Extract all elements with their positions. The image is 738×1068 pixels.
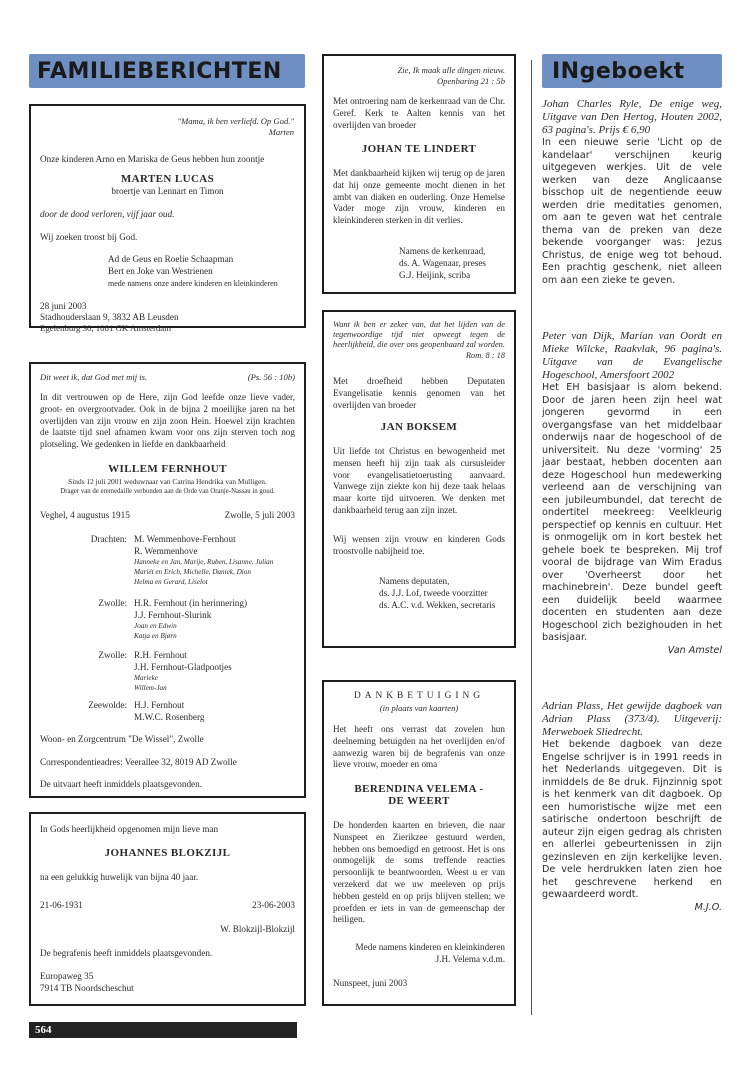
deceased-name-2: DE WEERT [388,795,450,807]
family-line: H.J. Fernhout [134,700,185,710]
signature-1: Namens deputaten, [379,576,450,586]
notice-johan-te-lindert [322,54,516,294]
quote-text: Zie, Ik maak alle dingen nieuw. [397,65,505,75]
died: Zwolle, 5 juli 2003 [224,510,295,520]
column-divider [531,60,532,1015]
quote-text: "Mama, ik ben verliefd. Op God." [177,116,294,126]
notice-marten-lucas [29,104,306,333]
review-3 [542,700,722,914]
family-line: H.R. Fernhout (in herinnering) [134,598,248,608]
signature-1: Mede namens kinderen en kleinkinderen [355,942,505,952]
signature-1: Ad de Geus en Roelie Schaapman [108,254,234,264]
body-text: Uit liefde tot Christus en bewogenheid met mensen heeft hij zijn taak als cursusleider voor evangelisatietoerusting aanvaard. Vanwege zijn ziekte kon hij deze taak helaas maar korte tijd uitvoeren. We denken met dankbaarheid terug aan zijn inzet. [333,446,505,515]
deceased-name: MARTEN LUCAS [120,173,215,185]
notice-berendina-velema [322,680,516,1006]
dankbetuiging-title: DANKBETUIGING [353,691,485,701]
review-2-signature: Van Amstel [667,644,722,656]
review-2 [542,330,722,657]
deceased-sub: broertje van Lennart en Timon [111,186,224,196]
review-2-body: Het EH basisjaar is alom bekend. Door de jaren heen zijn heel wat jongeren gevormd in een overgangsfase van het middelbaar onderwijs naar de hogeschool of de universiteit. Nu deze 'vorming' 25 jaar bestaat, hebben docenten aan deze Hogeschool hun medewerking verleend aan de verschijning van een jubileumbundel, dat terecht de ondertitel meekreeg: Veelkleurig perspectief op kennis en cultuur. Het is onmogelijk om in kort bestek het gehele boek te bespreken. Mij trof vooral de bijdrage van Wim Eradus over 'Overheerst door het machinebrein'. Deze bundel geeft een duidelijk beeld waarmee docenten en studenten aan deze Hogeschool zich bezighouden in het basisjaar. [542,382,722,643]
signature-3: ds. A.C. v.d. Wekken, secretaris [379,600,496,610]
signature: W. Blokzijl-Blokzijl [220,924,295,934]
signature-2: J.H. Velema v.d.m. [435,954,505,964]
family-line: R. Wemmenhove [134,546,198,556]
family-line: M.W.C. Rosenberg [134,712,205,722]
sub-1: Sinds 12 juli 2001 weduwnaar van Catrina Hendrika van Mulligen. [68,477,267,486]
notice-johannes-blokzijl [29,812,306,1006]
intro: In Gods heerlijkheid opgenomen mijn lieve man [40,824,219,834]
dankbetuiging-subtitle: (in plaats van kaarten) [379,703,459,713]
grandchildren: Hanneke en Jan, Marije, Ruben, Lisanne, Julian [134,558,274,566]
address-2: 7914 TB Noordscheschut [40,983,134,993]
review-2-heading: Peter van Dijk, Marian van Oordt en Mieke Wilcke, Raakvlak, 96 pagina's. Uitgave van de Evangelische Hogeschool, Amersfoort 2002 [542,330,722,381]
quote-author: Marten [268,126,294,137]
review-3-signature: M.J.O. [694,901,722,913]
intro: Onze kinderen Arno en Mariska de Geus hebben hun zoontje [40,154,265,164]
sub-2: Drager van de eremedaille verbonden aan de Orde van Oranje-Nassau in goud. [60,488,275,495]
signature-2: ds. J.J. Lof, tweede voorzitter [379,588,488,598]
loss-text: door de dood verloren, vijf jaar oud. [40,209,175,219]
review-3-heading: Adrian Plass, Het gewijde dagboek van Adrian Plass (373/4). Uitgeverij: Merweboek Sliedrecht. [542,700,722,738]
signature-2: ds. A. Wagenaar, preses [399,258,486,268]
familieberichten-title: FAMILIEBERICHTEN [37,58,282,84]
family-line: M. Wemmenhove-Fernhout [134,534,236,544]
family-line: R.H. Fernhout [134,650,187,660]
signature-2: Bert en Joke van Westrienen [108,266,213,276]
quote: Want ik ben er zeker van, dat het lijden van de tegenwoordige tijd niet opweegt tegen de heerlijkheid, die over ons geopenbaard zal worden. [333,320,505,350]
grandchildren: Willem-Jan [134,684,167,692]
body-text: In dit vertrouwen op de Here, zijn God leefde onze lieve vader, groot- en overgrootvader. Ook in de bijna 2 moeilijke jaren na het overlijden van zijn vrouw en zijn zoon Hein. Hoewel zijn krachten de laatste tijd snel afnamen kwam voor ons zijn sterven toch nog plotseling. We gedenken in liefde en dankbaarheid [40,392,295,450]
deceased-name: JOHAN TE LINDERT [361,143,477,155]
address-1: Europaweg 35 [40,971,94,981]
familieberichten-banner [29,54,305,88]
wish: Wij wensen zijn vrouw en kinderen Gods troostvolle nabijheid toe. [333,534,505,556]
family-place: Zwolle: [98,650,127,660]
grandchildren: Mariët en Erich, Michelle, Daniek, Dion [134,568,251,576]
page-number-text: 564 [35,1024,52,1036]
ingeboekt-banner [542,54,722,88]
family-place: Drachten: [90,534,127,544]
grandchildren: Helma en Gerard, Liselot [134,578,208,586]
address-2: Egelenburg 30, 1081 GK Amsterdam [40,323,172,333]
review-1 [542,98,722,287]
married: na een gelukkig huwelijk van bijna 40 jaar. [40,872,199,882]
quote: Dit weet ik, dat God met mij is. [40,372,148,382]
quote-ref: Rom. 8 : 18 [465,351,505,360]
quote-ref: (Ps. 56 : 10b) [247,372,295,382]
intro: Het heeft ons verrast dat zovelen hun deelneming betuigden na het overlijden en/of aanwezig waren bij de begrafenis van onze lieve vrouw, moeder en oma [333,724,505,770]
signature-3: mede namens onze andere kinderen en kleinkinderen [108,279,278,288]
quote [31,116,294,137]
quote-ref: Openbaring 21 : 5b [436,75,505,86]
comfort-text: Wij zoeken troost bij God. [40,232,138,242]
notice-willem-fernhout [29,362,306,798]
deceased-name: WILLEM FERNHOUT [108,463,227,475]
grandchildren: Katja en Bjørn [134,632,177,640]
family-line: J.J. Fernhout-Slurink [134,610,212,620]
funeral: De begrafenis heeft inmiddels plaatsgevonden. [40,948,213,958]
quote [324,65,505,86]
deceased-name-1: BERENDINA VELEMA - [354,783,484,795]
died: 23-06-2003 [252,900,295,910]
grandchildren: Joan en Edwin [134,622,177,630]
signature-1: Namens de kerkenraad, [399,246,486,256]
born: 21-06-1931 [40,900,83,910]
ingeboekt-title: INgeboekt [552,58,685,84]
body-text: De honderden kaarten en brieven, die naar Nunspeet en Zierikzee gestuurd werden, hebben ons bemoedigd en getroost. Het is ons onmogelijk de soms treffende reacties persoonlijk te beantwoorden. Weest u er van verzekerd dat we uw meeleven op prijs hebben gesteld en op prijs blijven stellen; we proefden er iets in van de gemeenschap der heiligen. [333,820,505,925]
intro: Met droefheid hebben Deputaten Evangelisatie kennis genomen van het overlijden van broeder [333,376,505,410]
deceased-name: JAN BOKSEM [380,421,458,433]
review-1-heading: Johan Charles Ryle, De enige weg, Uitgave van Den Hertog, Houten 2002, 63 pagina's. Prijs € 6,90 [542,98,722,136]
address-1: Stadhouderslaan 9, 3832 AB Leusden [40,312,179,322]
born: Veghel, 4 augustus 1915 [40,510,130,520]
funeral: De uitvaart heeft inmiddels plaatsgevonden. [40,779,203,789]
page-number [29,1022,297,1038]
place-date: Nunspeet, juni 2003 [333,978,408,988]
intro: Met ontroering nam de kerkenraad van de Chr. Geref. Kerk te Aalten kennis van het overlijden van broeder [333,96,505,130]
signature-3: G.J. Heijink, scriba [399,270,471,280]
family-place: Zwolle: [98,598,127,608]
family-place: Zeewolde: [88,700,127,710]
family-line: J.H. Fernhout-Gladpootjes [134,662,232,672]
residence: Woon- en Zorgcentrum "De Wissel", Zwolle [40,734,204,744]
deceased-name: JOHANNES BLOKZIJL [104,847,231,859]
notice-jan-boksem [322,310,516,648]
review-1-body: In een nieuwe serie 'Licht op de kandelaar' verschijnen keurig uitgegeven werkjes. Uit de vele werken van deze Anglicaanse bisschop uit de negentiende eeuw werden drie meditaties genomen, om aan te geven wat het centrale thema van de preken van deze bekende voorganger was: Jezus Christus, de enige weg tot behoud. Een prachtig geschenk, niet alleen om aan een zieke te geven. [542,137,722,286]
date: 28 juni 2003 [40,301,87,311]
review-3-body: Het bekende dagboek van deze Engelse schrijver is in 1991 reeds in het Nederlands uitgegeven. Dit is inmiddels de 8e druk. Fijnzinnig spot is het kenmerk van dit dagboek. Op een humoristische wijze met een satirische ondertoon beschrijft de auteur zijn eigen gedrag als christen en allerlei gebeurtenissen in zijn gezinsleven en zijn kerkelijke leven. De vele herdrukken laten zien hoe het geschrevene herkend en gewaardeerd wordt. [542,739,722,900]
body-text: Met dankbaarheid kijken wij terug op de jaren dat hij onze gemeente mocht dienen in het ambt van diaken en ouderling. Onze Hemelse Vader moge zijn vrouw, kinderen en kleinkinderen sterken in dit verlies. [333,168,505,226]
grandchildren: Marieke [134,674,158,682]
correspondence: Correspondentieadres: Veerallee 32, 8019 AD Zwolle [40,757,237,767]
